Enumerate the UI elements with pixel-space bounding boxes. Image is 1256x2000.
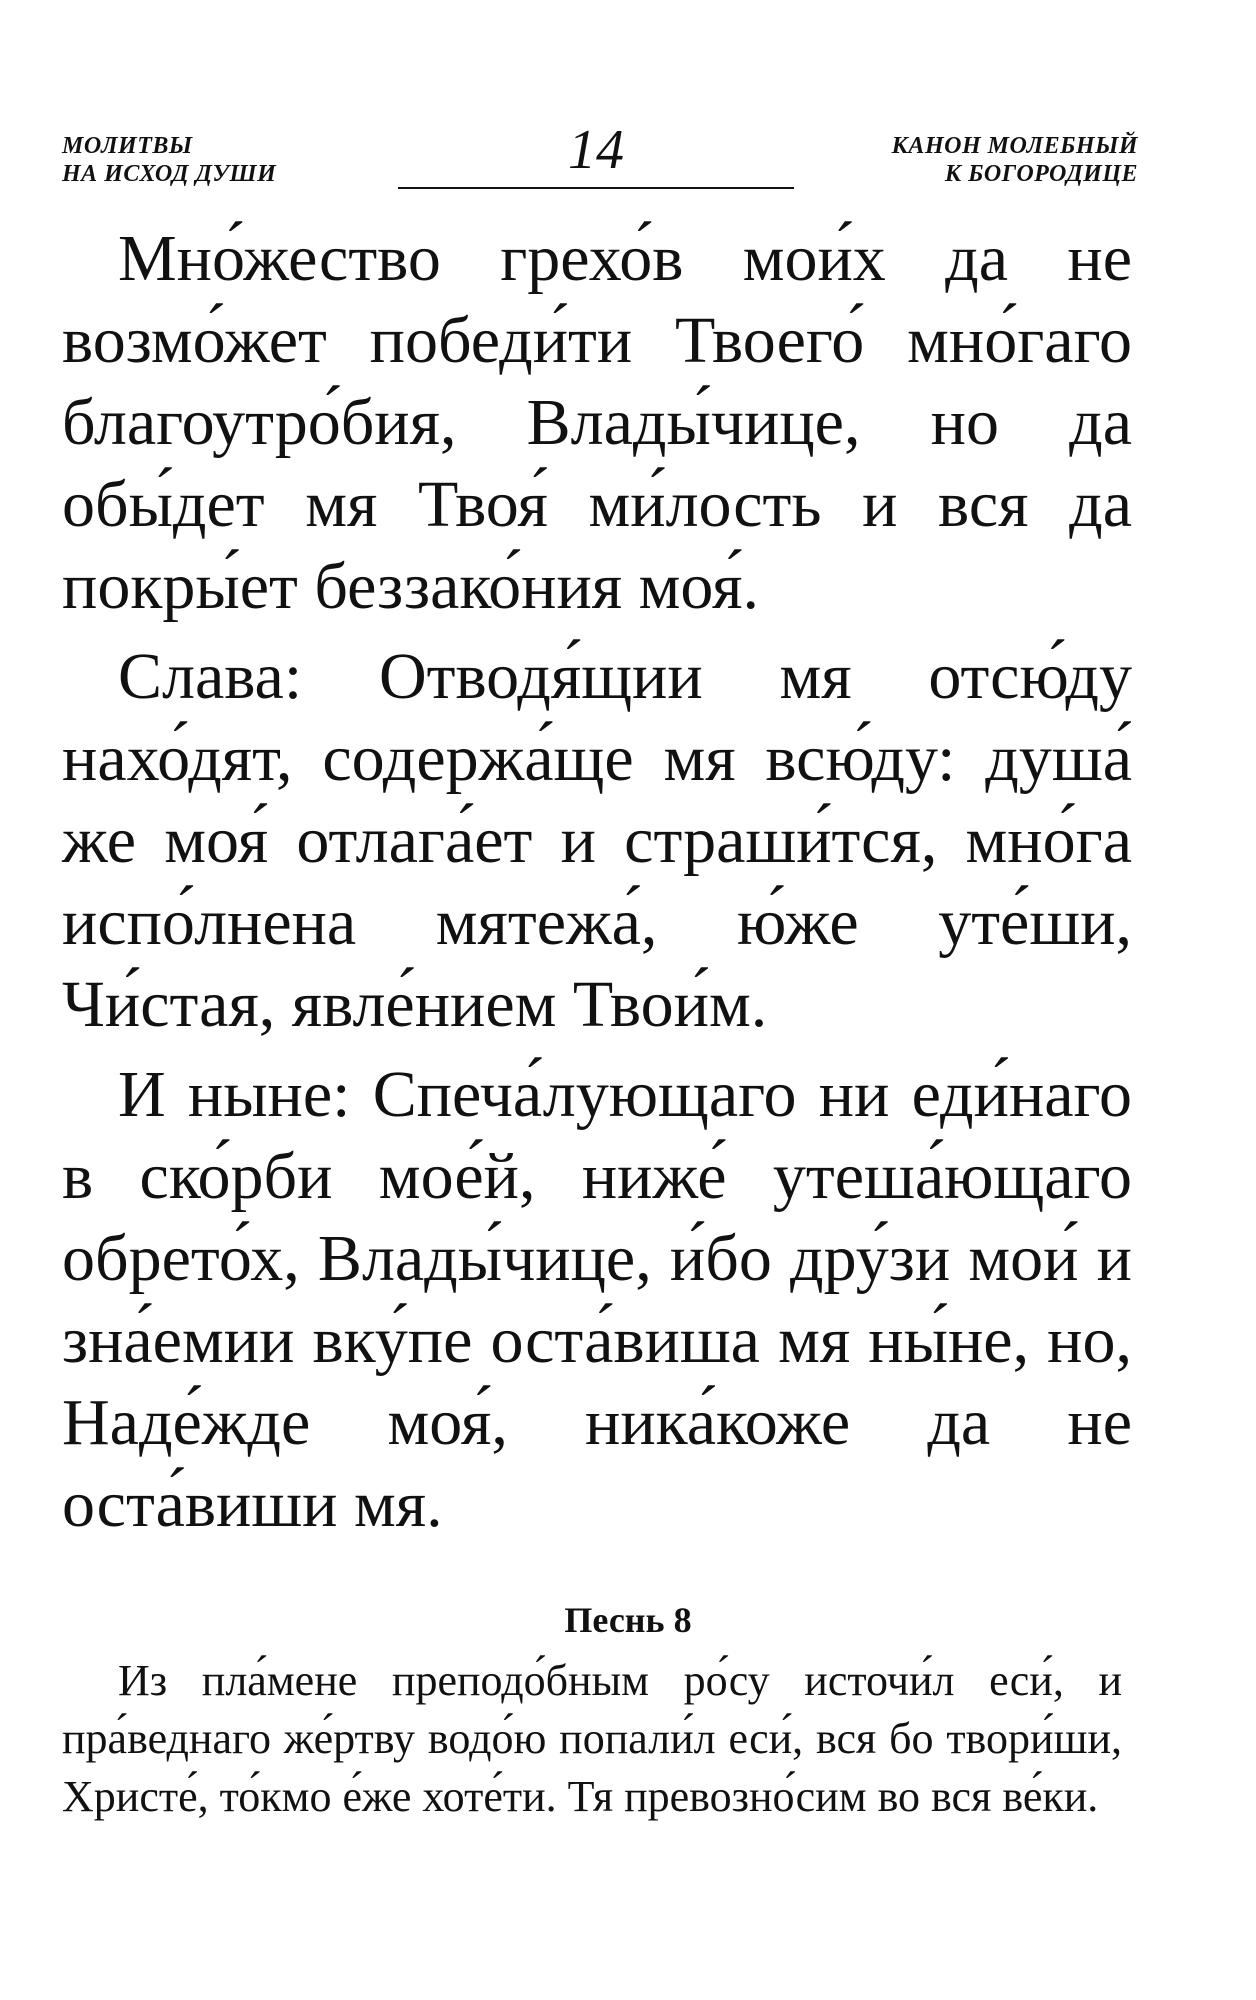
running-head-left-line2: НА ИСХОД ДУШИ <box>62 161 277 187</box>
paragraph-slava: Слава: Отводя́щии мя отсю́ду нахо́дят, содержа́ще мя всю́ду: душа́ же моя́ отлага́ет и страши́тся, мно́га испо́лнена мятежа́, ю́же уте́ши, Чи́стая, явле́нием Твои́м. <box>62 640 1132 1041</box>
running-head-left-line1: МОЛИТВЫ <box>62 133 193 159</box>
running-head-right <box>892 132 1138 188</box>
paragraph-i-nyne: И ныне: Спеча́лующаго ни еди́наго в ско́рби мое́й, ниже́ утеша́ющаго обрето́х, Влады́чице, и́бо дру́зи мои́ и зна́емии вку́пе оста́виша мя ны́не, но, Наде́жде моя́, ника́коже да не оста́виши мя. <box>62 1058 1132 1541</box>
section-heading: Песнь 8 <box>564 1600 692 1640</box>
page-number: 14 <box>568 119 624 181</box>
running-head-right-line2: К БОГОРОДИЦЕ <box>944 161 1138 187</box>
main-text <box>62 218 1132 1554</box>
header-rule <box>398 187 794 189</box>
troparion-text: Из пла́мене преподо́бным ро́су источи́л еси́, и пра́веднаго же́ртву водо́ю попали́л еси́, вся бо твори́ши, Христе́, то́кмо е́же хоте́ти. Тя превозно́сим во вся ве́ки. <box>62 1656 1122 1821</box>
running-head-right-line1: КАНОН МОЛЕБНЫЙ <box>891 133 1138 159</box>
paragraph-1: Мно́жество грехо́в мои́х да не возмо́жет победи́ти Твоего́ мно́гаго благоутро́бия, Влады́чице, но да обы́дет мя Твоя́ ми́лость и вся да покры́ет беззако́ния моя́. <box>62 222 1132 623</box>
running-head-left <box>62 132 276 188</box>
